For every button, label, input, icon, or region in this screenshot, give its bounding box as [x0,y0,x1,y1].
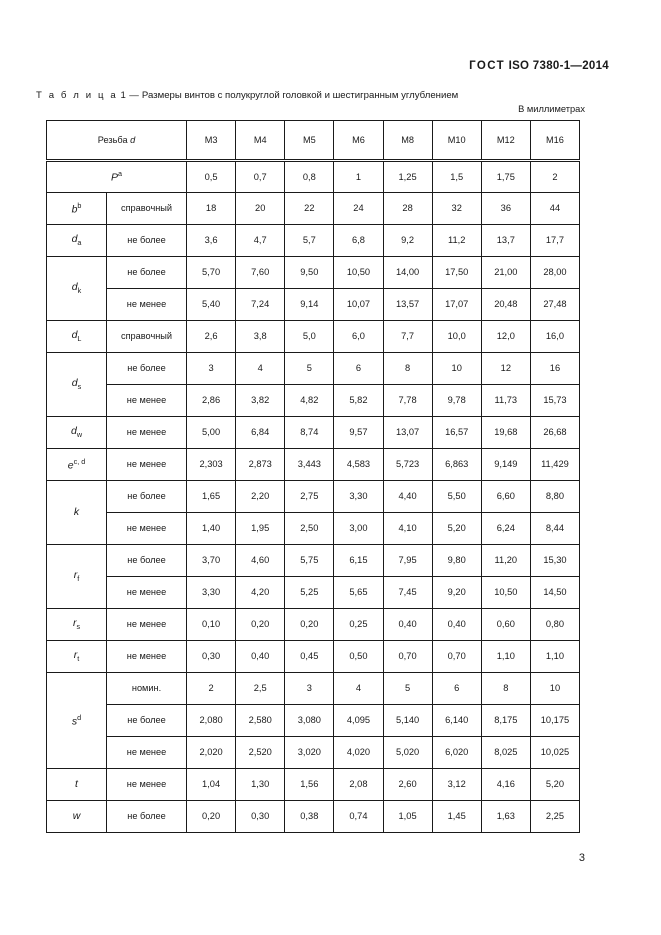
row-condition: не менее [107,417,187,449]
header-label-symbol: d [130,134,136,145]
table-row [47,513,580,545]
cell-value: 2,303 [187,449,236,481]
table-caption-title: Размеры винтов с полукруглой головкой и шестигранным углублением [141,90,459,101]
cell-value: 11,2 [432,225,481,257]
row-condition: не более [107,801,187,833]
row-symbol: $d_s$ [47,353,107,417]
cell-value: 16 [530,353,579,385]
table-caption [36,90,458,101]
cell-value: 6,60 [481,481,530,513]
cell-value: 4,095 [334,705,383,737]
cell-value: 12 [481,353,530,385]
cell-value: 36 [481,193,530,225]
cell-value: 0,70 [432,641,481,673]
cell-value: 0,70 [383,641,432,673]
cell-value: 2,60 [383,769,432,801]
cell-value: 9,57 [334,417,383,449]
cell-value: 9,2 [383,225,432,257]
page-number: 3 [578,852,585,864]
cell-value: 4,020 [334,737,383,769]
row-symbol: $b^b$ [47,193,107,225]
cell-value: 2,5 [236,673,285,705]
document-header [469,60,609,72]
cell-value: 6,8 [334,225,383,257]
cell-value: 1,63 [481,801,530,833]
cell-value: 5,40 [187,289,236,321]
table-row [47,225,580,257]
row-symbol: $d_k$ [47,257,107,321]
header-size-m8: M8 [383,121,432,161]
cell-value: 5,25 [285,577,334,609]
cell-value: 5,0 [285,321,334,353]
cell-value: 3,020 [285,737,334,769]
cell-value: 32 [432,193,481,225]
cell-value: 7,95 [383,545,432,577]
dimensions-table [46,120,580,833]
cell-value: 4,10 [383,513,432,545]
cell-value: 1,56 [285,769,334,801]
cell-value: 4,20 [236,577,285,609]
cell-value: 3 [285,673,334,705]
units-note: В миллиметрах [518,104,585,114]
cell-value: 9,80 [432,545,481,577]
cell-value: 8 [481,673,530,705]
table-row [47,705,580,737]
cell-value: 9,50 [285,257,334,289]
cell-value: 5,70 [187,257,236,289]
cell-value: 9,20 [432,577,481,609]
cell-value: 2,080 [187,705,236,737]
cell-value: 5,140 [383,705,432,737]
cell-value: 4,583 [334,449,383,481]
cell-value: 0,20 [285,609,334,641]
row-symbol: $P^a$ [47,161,187,193]
header-size-m6: M6 [334,121,383,161]
cell-value: 4 [236,353,285,385]
cell-value: 1,10 [530,641,579,673]
cell-value: 6,24 [481,513,530,545]
cell-value: 0,80 [530,609,579,641]
table-row [47,289,580,321]
cell-value: 4,60 [236,545,285,577]
cell-value: 1,5 [432,161,481,193]
cell-value: 17,50 [432,257,481,289]
cell-value: 8 [383,353,432,385]
cell-value: 6,0 [334,321,383,353]
cell-value: 1,30 [236,769,285,801]
cell-value: 0,40 [236,641,285,673]
cell-value: 1,75 [481,161,530,193]
header-size-m16: M16 [530,121,579,161]
cell-value: 3,080 [285,705,334,737]
cell-value: 11,73 [481,385,530,417]
cell-value: 2,50 [285,513,334,545]
cell-value: 4,40 [383,481,432,513]
cell-value: 10,07 [334,289,383,321]
cell-value: 10 [432,353,481,385]
row-condition: не менее [107,769,187,801]
cell-value: 1,95 [236,513,285,545]
cell-value: 11,429 [530,449,579,481]
cell-value: 2,6 [187,321,236,353]
cell-value: 0,20 [236,609,285,641]
cell-value: 6,84 [236,417,285,449]
cell-value: 0,40 [383,609,432,641]
cell-value: 18 [187,193,236,225]
cell-value: 5,82 [334,385,383,417]
row-symbol: $r_t$ [47,641,107,673]
cell-value: 3,70 [187,545,236,577]
cell-value: 16,0 [530,321,579,353]
table-caption-number: 1 — [120,90,140,101]
cell-value: 0,60 [481,609,530,641]
table-row [47,641,580,673]
row-condition: не более [107,481,187,513]
row-condition: не менее [107,609,187,641]
cell-value: 6 [334,353,383,385]
cell-value: 44 [530,193,579,225]
standard-designation: ISO 7380-1—2014 [508,60,609,72]
cell-value: 5 [285,353,334,385]
cell-value: 1,10 [481,641,530,673]
cell-value: 22 [285,193,334,225]
row-symbol: $s^d$ [47,673,107,769]
cell-value: 9,78 [432,385,481,417]
cell-value: 17,7 [530,225,579,257]
cell-value: 10,0 [432,321,481,353]
row-symbol: $d_a$ [47,225,107,257]
cell-value: 3 [187,353,236,385]
table-row [47,545,580,577]
row-condition: не более [107,705,187,737]
cell-value: 0,7 [236,161,285,193]
header-size-m3: M3 [187,121,236,161]
cell-value: 5,20 [432,513,481,545]
cell-value: 3,00 [334,513,383,545]
row-symbol: $d_w$ [47,417,107,449]
cell-value: 9,14 [285,289,334,321]
cell-value: 12,0 [481,321,530,353]
cell-value: 13,7 [481,225,530,257]
cell-value: 0,25 [334,609,383,641]
cell-value: 14,00 [383,257,432,289]
row-condition: не менее [107,577,187,609]
cell-value: 5,75 [285,545,334,577]
cell-value: 2,75 [285,481,334,513]
cell-value: 24 [334,193,383,225]
row-condition: не более [107,353,187,385]
cell-value: 5,7 [285,225,334,257]
row-condition: не менее [107,641,187,673]
cell-value: 1,25 [383,161,432,193]
cell-value: 7,45 [383,577,432,609]
row-symbol: $r_f$ [47,545,107,609]
cell-value: 7,60 [236,257,285,289]
cell-value: 7,7 [383,321,432,353]
cell-value: 5,723 [383,449,432,481]
cell-value: 6,15 [334,545,383,577]
table-row [47,737,580,769]
cell-value: 20,48 [481,289,530,321]
cell-value: 19,68 [481,417,530,449]
table-row [47,769,580,801]
cell-value: 0,30 [187,641,236,673]
cell-value: 7,78 [383,385,432,417]
header-size-m4: M4 [236,121,285,161]
cell-value: 20 [236,193,285,225]
cell-value: 2 [187,673,236,705]
cell-value: 28,00 [530,257,579,289]
cell-value: 10,50 [481,577,530,609]
table-row [47,801,580,833]
cell-value: 0,50 [334,641,383,673]
cell-value: 13,57 [383,289,432,321]
cell-value: 0,8 [285,161,334,193]
cell-value: 28 [383,193,432,225]
cell-value: 3,82 [236,385,285,417]
cell-value: 1,45 [432,801,481,833]
cell-value: 11,20 [481,545,530,577]
cell-value: 17,07 [432,289,481,321]
cell-value: 3,6 [187,225,236,257]
cell-value: 6,140 [432,705,481,737]
cell-value: 8,44 [530,513,579,545]
cell-value: 7,24 [236,289,285,321]
cell-value: 5,50 [432,481,481,513]
cell-value: 8,025 [481,737,530,769]
cell-value: 2 [530,161,579,193]
header-size-m12: M12 [481,121,530,161]
row-condition: не более [107,257,187,289]
cell-value: 1,65 [187,481,236,513]
cell-value: 10,025 [530,737,579,769]
cell-value: 0,45 [285,641,334,673]
table-row [47,449,580,481]
cell-value: 9,149 [481,449,530,481]
cell-value: 2,08 [334,769,383,801]
row-symbol: $d_L$ [47,321,107,353]
cell-value: 1,04 [187,769,236,801]
cell-value: 10 [530,673,579,705]
cell-value: 2,020 [187,737,236,769]
table-row [47,321,580,353]
cell-value: 2,25 [530,801,579,833]
row-condition: не менее [107,385,187,417]
cell-value: 2,20 [236,481,285,513]
table-header-row [47,121,580,161]
row-condition: не менее [107,513,187,545]
row-condition: не менее [107,737,187,769]
row-symbol: $e^{c, d}$ [47,449,107,481]
table-row [47,385,580,417]
header-label-column [47,121,187,161]
cell-value: 3,8 [236,321,285,353]
row-condition: не менее [107,289,187,321]
cell-value: 13,07 [383,417,432,449]
cell-value: 1 [334,161,383,193]
cell-value: 6 [432,673,481,705]
table-row [47,353,580,385]
cell-value: 5,020 [383,737,432,769]
cell-value: 3,12 [432,769,481,801]
table-row [47,577,580,609]
row-symbol: w [47,801,107,833]
table-row [47,673,580,705]
standard-prefix: ГОСТ [469,60,506,72]
cell-value: 0,74 [334,801,383,833]
cell-value: 8,74 [285,417,334,449]
cell-value: 26,68 [530,417,579,449]
cell-value: 5,65 [334,577,383,609]
cell-value: 4,82 [285,385,334,417]
cell-value: 0,10 [187,609,236,641]
cell-value: 0,38 [285,801,334,833]
cell-value: 4,16 [481,769,530,801]
cell-value: 5,20 [530,769,579,801]
cell-value: 14,50 [530,577,579,609]
row-symbol: t [47,769,107,801]
cell-value: 21,00 [481,257,530,289]
row-symbol: k [47,481,107,545]
cell-value: 2,873 [236,449,285,481]
cell-value: 10,50 [334,257,383,289]
table-row [47,193,580,225]
cell-value: 4 [334,673,383,705]
cell-value: 0,30 [236,801,285,833]
row-condition: не более [107,225,187,257]
table-row [47,257,580,289]
cell-value: 8,175 [481,705,530,737]
cell-value: 0,40 [432,609,481,641]
table-row [47,417,580,449]
row-condition: не более [107,545,187,577]
cell-value: 1,05 [383,801,432,833]
cell-value: 3,443 [285,449,334,481]
cell-value: 15,30 [530,545,579,577]
table-row [47,609,580,641]
row-condition: справочный [107,193,187,225]
cell-value: 6,020 [432,737,481,769]
row-condition: номин. [107,673,187,705]
cell-value: 1,40 [187,513,236,545]
table-row [47,481,580,513]
cell-value: 16,57 [432,417,481,449]
cell-value: 10,175 [530,705,579,737]
cell-value: 0,20 [187,801,236,833]
row-condition: не менее [107,449,187,481]
header-size-m5: M5 [285,121,334,161]
cell-value: 2,86 [187,385,236,417]
header-label-text: Резьба [97,134,128,145]
cell-value: 5 [383,673,432,705]
cell-value: 5,00 [187,417,236,449]
cell-value: 0,5 [187,161,236,193]
cell-value: 3,30 [187,577,236,609]
table-caption-label: Т а б л и ц а [36,90,118,101]
cell-value: 8,80 [530,481,579,513]
cell-value: 3,30 [334,481,383,513]
row-symbol: $r_s$ [47,609,107,641]
cell-value: 2,580 [236,705,285,737]
header-size-m10: M10 [432,121,481,161]
cell-value: 6,863 [432,449,481,481]
cell-value: 15,73 [530,385,579,417]
table-row [47,161,580,193]
cell-value: 2,520 [236,737,285,769]
cell-value: 4,7 [236,225,285,257]
row-condition: справочный [107,321,187,353]
cell-value: 27,48 [530,289,579,321]
